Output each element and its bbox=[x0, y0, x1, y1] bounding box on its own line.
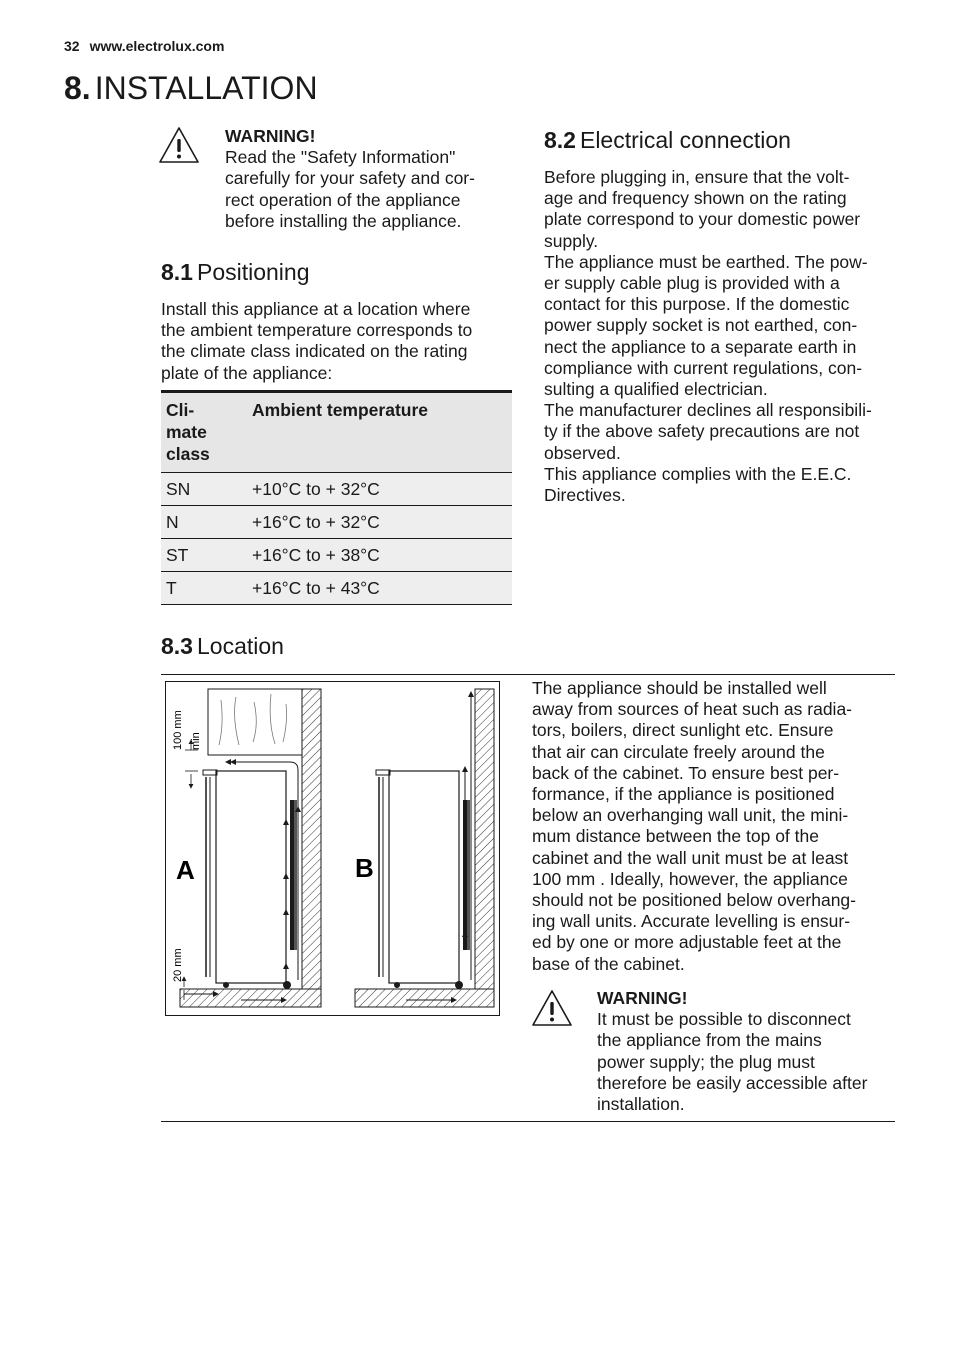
climate-class-cell: N bbox=[161, 506, 247, 539]
installation-diagram bbox=[165, 681, 500, 1016]
text-line: cabinet and the wall unit must be at least bbox=[532, 847, 849, 868]
text-line: contact for this purpose. If the domestic bbox=[544, 294, 850, 315]
text-line: Before plugging in, ensure that the volt- bbox=[544, 167, 850, 187]
warning-line: It must be possible to disconnect bbox=[597, 1009, 851, 1030]
dimension-min-label: min bbox=[190, 732, 202, 750]
warning-triangle-icon bbox=[158, 126, 200, 164]
climate-class-cell: ST bbox=[161, 539, 247, 572]
table-row bbox=[161, 539, 512, 572]
climate-class-cell: SN bbox=[161, 473, 247, 506]
warning-line: therefore be easily accessible after bbox=[597, 1072, 868, 1093]
warning-safety-info bbox=[225, 126, 475, 232]
warning-line: power supply; the plug must bbox=[597, 1051, 815, 1072]
positioning-text bbox=[161, 299, 512, 384]
text-line: power supply socket is not earthed, con- bbox=[544, 315, 858, 336]
section-number: 8.3 bbox=[161, 633, 193, 659]
section-title-text: Electrical connection bbox=[579, 127, 791, 153]
ambient-temperature-header: Ambient temperature bbox=[247, 392, 512, 473]
climate-class-header bbox=[161, 392, 247, 473]
text-line: The appliance must be earthed. The pow- bbox=[544, 251, 868, 272]
section-number: 8.1 bbox=[161, 259, 193, 285]
section-8-2-title bbox=[544, 126, 791, 154]
warning-line: Read the "Safety Information" bbox=[225, 147, 456, 168]
climate-class-table bbox=[161, 390, 512, 605]
text-line: back of the cabinet. To ensure best per- bbox=[532, 762, 840, 783]
temperature-range-cell: +16°C to + 38°C bbox=[247, 539, 512, 572]
text-line: base of the cabinet. bbox=[532, 953, 685, 974]
section-top-rule bbox=[161, 674, 895, 675]
text-line: tors, boilers, direct sunlight etc. Ensure bbox=[532, 720, 834, 741]
text-line: Install this appliance at a location where bbox=[161, 299, 471, 319]
header-line: class bbox=[166, 444, 210, 464]
header-line: Cli- bbox=[166, 400, 195, 420]
section-title-text: Positioning bbox=[196, 259, 310, 285]
text-line: ing wall units. Accurate levelling is ensur- bbox=[532, 911, 851, 932]
table-row bbox=[161, 506, 512, 539]
warning-line: the appliance from the mains bbox=[597, 1030, 822, 1051]
header-line: mate bbox=[166, 422, 207, 442]
warning-title: WARNING! bbox=[225, 126, 316, 146]
chapter-title bbox=[64, 68, 318, 108]
warning-title: WARNING! bbox=[597, 988, 688, 1008]
page-header bbox=[64, 38, 224, 54]
text-line: the climate class indicated on the rating bbox=[161, 341, 468, 362]
dimension-20mm-label: 20 mm bbox=[172, 948, 184, 982]
text-line: nect the appliance to a separate earth in bbox=[544, 336, 857, 357]
table-header-row bbox=[161, 392, 512, 473]
warning-triangle-icon bbox=[531, 989, 573, 1027]
text-line: compliance with current regulations, con- bbox=[544, 357, 863, 378]
text-line: The appliance should be installed well bbox=[532, 678, 827, 698]
temperature-range-cell: +16°C to + 43°C bbox=[247, 572, 512, 605]
text-line: supply. bbox=[544, 230, 599, 251]
figure-b-label: B bbox=[355, 853, 374, 883]
location-text bbox=[532, 678, 894, 975]
dimension-100mm-label: 100 mm bbox=[172, 710, 184, 750]
site-url: www.electrolux.com bbox=[89, 38, 225, 54]
text-line: formance, if the appliance is positioned bbox=[532, 784, 835, 805]
text-line: This appliance complies with the E.E.C. bbox=[544, 463, 852, 484]
electrical-connection-text bbox=[544, 167, 896, 506]
climate-class-cell: T bbox=[161, 572, 247, 605]
warning-line: rect operation of the appliance bbox=[225, 189, 461, 210]
text-line: plate of the appliance: bbox=[161, 362, 333, 383]
text-line: should not be positioned below overhang- bbox=[532, 890, 856, 911]
section-8-3-title bbox=[161, 632, 284, 660]
warning-line: installation. bbox=[597, 1094, 685, 1115]
figure-a bbox=[172, 689, 321, 1007]
text-line: sulting a qualified electrician. bbox=[544, 379, 768, 400]
chapter-title-text: INSTALLATION bbox=[94, 70, 318, 106]
warning-line: before installing the appliance. bbox=[225, 210, 462, 231]
text-line: age and frequency shown on the rating bbox=[544, 188, 847, 209]
figure-b bbox=[355, 689, 494, 1007]
chapter-number: 8. bbox=[64, 70, 91, 106]
text-line: plate correspond to your domestic power bbox=[544, 209, 861, 230]
section-8-1-title bbox=[161, 258, 310, 286]
table-row bbox=[161, 473, 512, 506]
section-number: 8.2 bbox=[544, 127, 576, 153]
temperature-range-cell: +16°C to + 32°C bbox=[247, 506, 512, 539]
text-line: the ambient temperature corresponds to bbox=[161, 320, 473, 341]
temperature-range-cell: +10°C to + 32°C bbox=[247, 473, 512, 506]
text-line: ty if the above safety precautions are not bbox=[544, 421, 860, 442]
text-line: Directives. bbox=[544, 485, 626, 506]
text-line: mum distance between the top of the bbox=[532, 826, 819, 847]
page-number: 32 bbox=[64, 38, 80, 54]
text-line: below an overhanging wall unit, the mini- bbox=[532, 805, 849, 826]
text-line: observed. bbox=[544, 442, 621, 463]
text-line: The manufacturer declines all responsibili- bbox=[544, 400, 872, 421]
text-line: away from sources of heat such as radia- bbox=[532, 699, 853, 720]
text-line: 100 mm . Ideally, however, the appliance bbox=[532, 868, 848, 889]
text-line: ed by one or more adjustable feet at the bbox=[532, 932, 842, 953]
figure-a-label: A bbox=[176, 855, 195, 885]
section-bottom-rule bbox=[161, 1121, 895, 1122]
warning-disconnect bbox=[597, 988, 867, 1115]
section-title-text: Location bbox=[196, 633, 284, 659]
text-line: er supply cable plug is provided with a bbox=[544, 273, 840, 294]
text-line: that air can circulate freely around the bbox=[532, 741, 825, 762]
table-row bbox=[161, 572, 512, 605]
warning-line: carefully for your safety and cor- bbox=[225, 168, 475, 189]
